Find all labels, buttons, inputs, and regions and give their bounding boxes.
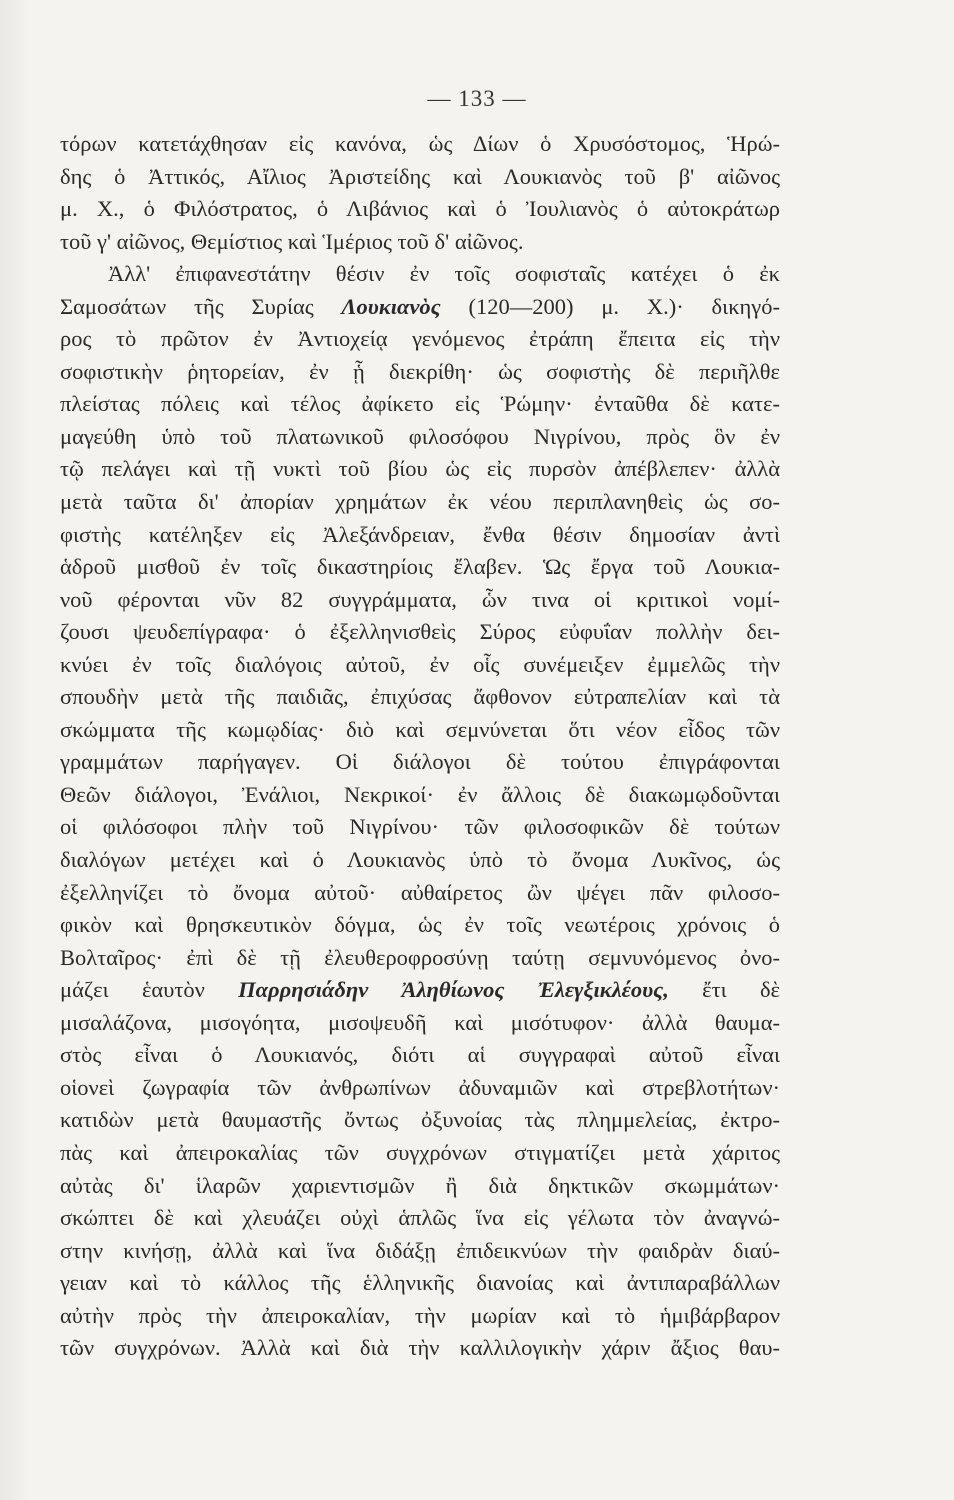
text-line: στὸς εἶναι ὁ Λουκιανός, διότι αἱ συγγραφαὶ αὐτοῦ εἶναι — [60, 1042, 780, 1068]
text-line: τῶν συγχρόνων. Ἀλλὰ καὶ διὰ τὴν καλλιλογικὴν χάριν ἄξιος θαυ- — [60, 1335, 780, 1361]
text-line: ἐξελληνίζει τὸ ὄνομα αὐτοῦ· αὐθαίρετος ὢν ψέγει πᾶν φιλοσο- — [60, 879, 780, 905]
text-run: (120—200) μ. Χ.)· δικηγό- — [440, 293, 780, 319]
text-line: φικὸν καὶ θρησκευτικὸν δόγμα, ὡς ἐν τοῖς νεωτέροις χρόνοις ὁ — [60, 912, 780, 938]
text-line: τόρων κατετάχθησαν εἰς κανόνα, ὡς Δίων ὁ Χρυσόστομος, Ἡρώ- — [60, 131, 780, 156]
text-line: κατιδὼν μετὰ θαυμαστῆς ὄντως ὀξυνοίας τὰς πλημμελείας, ἐκτρο- — [60, 1107, 780, 1133]
text-line: νοῦ φέρονται νῦν 82 συγγράμματα, ὧν τινα οἱ κριτικοὶ νομί- — [60, 586, 780, 612]
text-line: ζουσι ψευδεπίγραφα· ὁ ἐξελληνισθεὶς Σύρος εὐφυΐαν πολλὴν δει- — [60, 619, 780, 645]
text-run: μάζει ἑαυτὸν — [60, 977, 239, 1003]
body-text — [60, 128, 780, 1365]
text-line: σκώπτει δὲ καὶ χλευάζει οὐχὶ ἁπλῶς ἵνα εἰς γέλωτα τὸν ἀναγνώ- — [60, 1205, 780, 1231]
text-run: Σαμοσάτων τῆς Συρίας — [60, 293, 342, 319]
text-line: σκώμματα τῆς κωμῳδίας· διὸ καὶ σεμνύνεται ὅτι νέον εἶδος τῶν — [60, 716, 780, 742]
text-line: γειαν καὶ τὸ κάλλος τῆς ἑλληνικῆς διανοίας καὶ ἀντιπαραβάλλων — [60, 1270, 780, 1296]
text-line: σπουδὴν μετὰ τῆς παιδιᾶς, ἐπιχύσας ἄφθονον εὐτραπελίαν καὶ τὰ — [60, 684, 780, 710]
text-line: μ. Χ., ὁ Φιλόστρατος, ὁ Λιβάνιος καὶ ὁ Ἰουλιανὸς ὁ αὐτοκράτωρ — [60, 196, 780, 222]
page-margin-shadow — [0, 0, 30, 1500]
text-line: αὐτὴν πρὸς τὴν ἀπειροκαλίαν, τὴν μωρίαν καὶ τὸ ἡμιβάρβαρον — [60, 1302, 780, 1328]
text-line: οἱονεὶ ζωγραφία τῶν ἀνθρωπίνων ἀδυναμιῶν καὶ στρεβλοτήτων· — [60, 1074, 780, 1100]
text-line: σοφιστικὴν ῥητορείαν, ἐν ᾗ διεκρίθη· ὡς σοφιστὴς δὲ περιῆλθε — [60, 358, 780, 384]
text-line: φιστὴς κατέληξεν εἰς Ἀλεξάνδρειαν, ἔνθα θέσιν δημοσίαν ἀντὶ — [60, 521, 780, 547]
text-line: αὐτὰς δι' ἱλαρῶν χαριεντισμῶν ἢ διὰ δηκτικῶν σκωμμάτων· — [60, 1172, 780, 1198]
text-line: μισαλάζονα, μισογόητα, μισοψευδῆ καὶ μισότυφον· ἀλλὰ θαυμα- — [60, 1009, 780, 1035]
text-line — [60, 291, 780, 324]
text-line: τοῦ γ' αἰῶνος, Θεμίστιος καὶ Ἱμέριος τοῦ δ' αἰῶνος. — [60, 228, 524, 254]
text-line: μαγεύθη ὑπὸ τοῦ πλατωνικοῦ φιλοσόφου Νιγρίνου, πρὸς ὃν ἐν — [60, 423, 780, 449]
text-line: διαλόγων μετέχει καὶ ὁ Λουκιανὸς ὑπὸ τὸ ὄνομα Λυκῖνος, ὡς — [60, 847, 780, 873]
text-line: κνύει ἐν τοῖς διαλόγοις αὐτοῦ, ἐν οἷς συνέμειξεν ἐμμελῶς τὴν — [60, 651, 780, 677]
text-line — [60, 974, 780, 1007]
page-number: — 133 — — [427, 86, 527, 111]
text-line: τῷ πελάγει καὶ τῇ νυκτὶ τοῦ βίου ὡς εἰς πυρσὸν ἀπέβλεπεν· ἀλλὰ — [60, 456, 780, 482]
emphasized-name: Παρρησιάδην Ἀληθίωνος Ἐλεγξικλέους, — [238, 977, 669, 1003]
text-line: πὰς καὶ ἀπειροκαλίας τῶν συγχρόνων στιγματίζει μετὰ χάριτος — [60, 1139, 780, 1165]
text-line: πλείστας πόλεις καὶ τέλος ἀφίκετο εἰς Ῥώμην· ἐνταῦθα δὲ κατε- — [60, 391, 780, 417]
text-line: Ἀλλ' ἐπιφανεστάτην θέσιν ἐν τοῖς σοφισταῖς κατέχει ὁ ἐκ — [108, 261, 780, 287]
text-line: ρος τὸ πρῶτον ἐν Ἀντιοχείᾳ γενόμενος ἐτράπη ἔπειτα εἰς τὴν — [60, 326, 780, 352]
text-run: ἔτι δὲ — [668, 977, 780, 1003]
text-line: γραμμάτων παρήγαγεν. Οἱ διάλογοι δὲ τούτου ἐπιγράφονται — [60, 749, 780, 775]
text-line: οἱ φιλόσοφοι πλὴν τοῦ Νιγρίνου· τῶν φιλοσοφικῶν δὲ τούτων — [60, 814, 780, 840]
text-line: Βολταῖρος· ἐπὶ δὲ τῇ ἐλευθεροφροσύνῃ ταύτῃ σεμνυνόμενος ὀνο- — [60, 944, 780, 970]
text-line: ἁδροῦ μισθοῦ ἐν τοῖς δικαστηρίοις ἔλαβεν. Ὡς ἔργα τοῦ Λουκια- — [60, 554, 780, 580]
emphasized-name: Λουκιανὸς — [341, 293, 441, 319]
text-line: στην κινήσῃ, ἀλλὰ καὶ ἵνα διδάξῃ ἐπιδεικνύων τὴν φαιδρὰν διαύ- — [60, 1237, 780, 1263]
text-line: δης ὁ Ἀττικός, Αἴλιος Ἀριστείδης καὶ Λουκιανὸς τοῦ β' αἰῶνος — [60, 163, 780, 189]
text-line: μετὰ ταῦτα δι' ἀπορίαν χρημάτων ἐκ νέου περιπλανηθεὶς ὡς σο- — [60, 489, 780, 515]
text-line: Θεῶν διάλογοι, Ἐνάλιοι, Νεκρικοί· ἐν ἄλλοις δὲ διακωμῳδοῦνται — [60, 781, 780, 807]
